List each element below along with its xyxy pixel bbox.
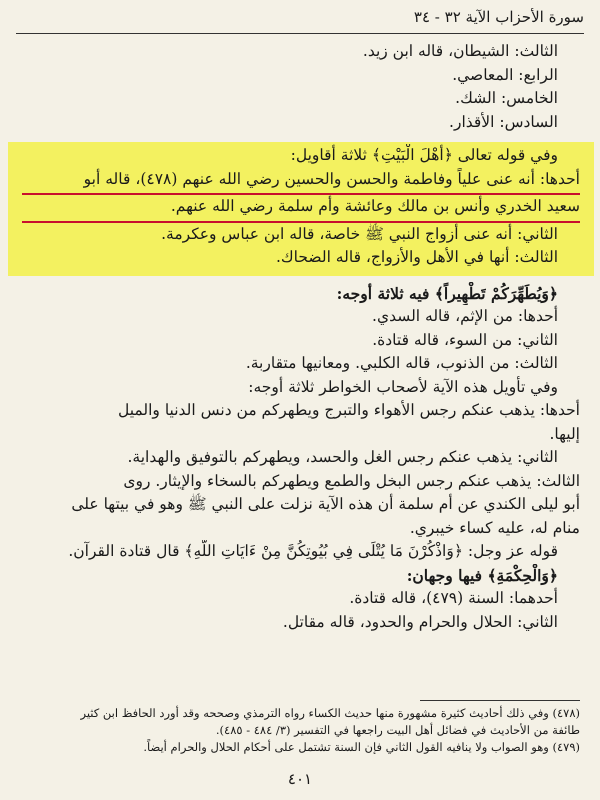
page-header xyxy=(16,8,584,32)
highlighted-passage xyxy=(8,142,594,276)
text-line: الثالث: يذهب عنكم رجس البخل والطمع ويطهركم بالسخاء والإيثار. روى xyxy=(123,471,580,490)
header-divider xyxy=(16,33,584,34)
text-line: وفي تأويل هذه الآية لأصحاب الخواطر ثلاثة أوجه: xyxy=(248,377,558,396)
text-line: الرابع: المعاصي. xyxy=(452,65,558,84)
text-line: قوله عز وجل: ﴿وَاذْكُرْنَ مَا يُتْلَى فِي بُيُوتِكُنَّ مِنْ ءَايَاتِ اللَّهِ﴾ قال قتادة القرآن. xyxy=(68,542,558,560)
highlight-third: الثالث: أنها في الأهل والأزواج، قاله الضحاك. xyxy=(275,248,558,266)
text-line: الثاني: من السوء، قاله قتادة. xyxy=(372,330,558,349)
text-line: السادس: الأقذار. xyxy=(449,112,558,131)
highlight-second: الثاني: أنه عنى أزواج النبي ﷺ خاصة، قاله ابن عباس وعكرمة. xyxy=(161,224,558,243)
text-line: إليها. xyxy=(549,424,580,443)
page-number: ٤٠١ xyxy=(287,770,313,788)
verse-phrase-heading: ﴿وَالْحِكْمَةِ﴾ فيها وجهان: xyxy=(406,565,558,585)
footnote-line: طائفة من الأحاديث في فضائل أهل البيت راجعها في التفسير (٣/ ٤٨٤ - ٤٨٥). xyxy=(215,723,580,737)
main-text xyxy=(22,40,580,634)
highlight-first-line1: أحدها: أنه عنى علياً وفاطمة والحسن والحسين رضي الله عنهم (٤٧٨)، قاله أبو xyxy=(22,168,580,196)
highlight-intro: وفي قوله تعالى ﴿أَهْلَ الْبَيْتِ﴾ ثلاثة أقاويل: xyxy=(290,146,558,164)
text-line: الثالث: الشيطان، قاله ابن زيد. xyxy=(362,42,558,60)
surah-header-title: سورة الأحزاب الآية ٣٢ - ٣٤ xyxy=(413,8,584,26)
footnote-line: (٤٧٨) وفي ذلك أحاديث كثيرة مشهورة منها حديث الكساء رواه الترمذي وصححه وقد أورد الحافظ ابن كثير xyxy=(80,706,580,720)
text-line: أحدها: من الإثم، قاله السدي. xyxy=(372,307,558,325)
footnotes xyxy=(22,705,580,756)
text-line: الخامس: الشك. xyxy=(455,89,558,107)
verse-phrase-heading: ﴿وَيُطَهِّرَكُمْ تَطْهِيراً﴾ فيه ثلاثة أوجه: xyxy=(336,283,558,303)
highlight-first-line2: سعيد الخدري وأنس بن مالك وعائشة وأم سلمة رضي الله عنهم. xyxy=(22,195,580,223)
text-line: أحدها: يذهب عنكم رجس الأهواء والتبرج ويطهركم من دنس الدنيا والميل xyxy=(118,401,580,419)
text-line: الثالث: من الذنوب، قاله الكلبي. ومعانيها متقاربة. xyxy=(245,354,558,372)
footnote-divider xyxy=(420,700,580,701)
text-line: منام له، عليه كساء خيبري. xyxy=(409,518,580,537)
text-line: الثاني: يذهب عنكم رجس الغل والحسد، ويطهركم بالتوفيق والهداية. xyxy=(127,448,558,466)
footnote-line: (٤٧٩) وهو الصواب ولا ينافيه القول الثاني فإن السنة تشتمل على أحكام الحلال والحرام أيضاً. xyxy=(143,740,580,754)
text-line: أبو ليلى الكندي عن أم سلمة أن هذه الآية نزلت على النبي ﷺ وهو في بيتها على xyxy=(71,495,580,513)
text-line: أحدهما: السنة (٤٧٩)، قاله قتادة. xyxy=(349,589,558,607)
text-line: الثاني: الحلال والحرام والحدود، قاله مقاتل. xyxy=(282,612,558,631)
